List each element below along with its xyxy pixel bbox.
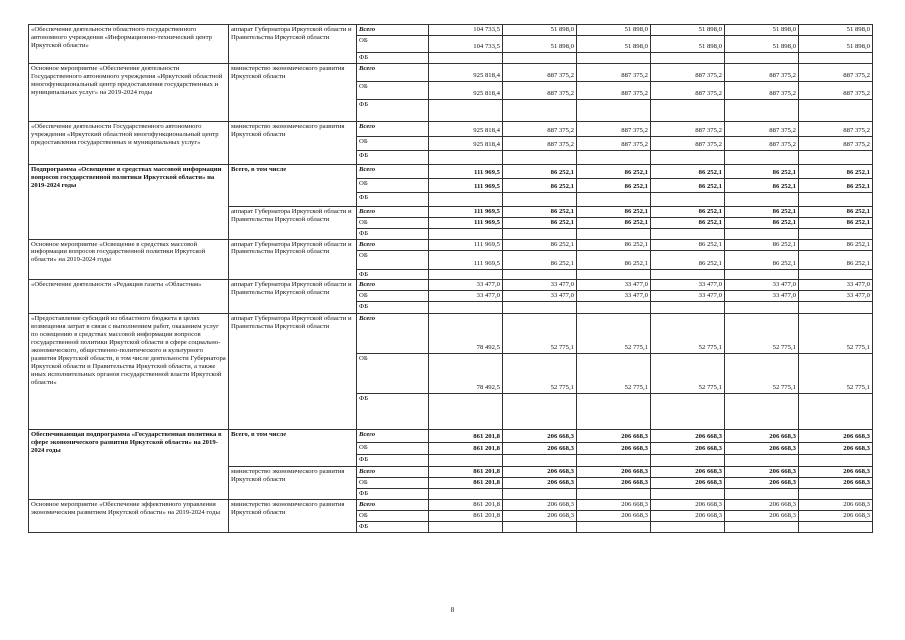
budget-source-cell: Всего: [357, 280, 429, 291]
amount-cell: 52 775,1: [725, 354, 799, 394]
amount-cell: 86 252,1: [577, 164, 651, 178]
budget-table: [28, 24, 873, 533]
budget-source-cell: ОБ: [357, 354, 429, 394]
amount-cell: 206 668,3: [799, 430, 873, 443]
amount-cell: 887 375,2: [725, 136, 799, 150]
executor-cell: министерство экономического развития Иркутской области: [229, 121, 357, 164]
budget-source-cell: ФБ: [357, 269, 429, 280]
amount-cell: [651, 52, 725, 63]
amount-cell: 52 775,1: [503, 314, 577, 354]
amount-cell: 51 898,0: [725, 25, 799, 36]
amount-cell: 86 252,1: [725, 164, 799, 178]
program-name-cell: Обеспечивающая подпрограмма «Государственная политика в сфере экономического развития Иркутской области» на 2019-2024 годы: [29, 430, 229, 500]
amount-cell: 887 375,2: [651, 136, 725, 150]
budget-source-cell: ФБ: [357, 99, 429, 121]
amount-cell: [577, 150, 651, 164]
amount-cell: 887 375,2: [799, 136, 873, 150]
amount-cell: [577, 489, 651, 500]
amount-cell: 86 252,1: [503, 164, 577, 178]
amount-cell: [725, 302, 799, 314]
executor-cell: министерство экономического развития Иркутской области: [229, 500, 357, 533]
amount-cell: 206 668,3: [799, 478, 873, 489]
amount-cell: 206 668,3: [799, 467, 873, 478]
budget-source-cell: ОБ: [357, 35, 429, 52]
amount-cell: 887 375,2: [503, 81, 577, 99]
amount-cell: 887 375,2: [577, 81, 651, 99]
amount-cell: 86 252,1: [725, 239, 799, 250]
amount-cell: 111 969,5: [429, 206, 503, 217]
budget-source-cell: Всего: [357, 206, 429, 217]
table-row: [29, 25, 873, 36]
amount-cell: [503, 269, 577, 280]
amount-cell: 86 252,1: [577, 239, 651, 250]
amount-cell: 86 252,1: [651, 206, 725, 217]
amount-cell: 111 969,5: [429, 217, 503, 228]
amount-cell: 86 252,1: [799, 217, 873, 228]
amount-cell: 33 477,0: [577, 291, 651, 302]
amount-cell: [429, 302, 503, 314]
amount-cell: 52 775,1: [725, 314, 799, 354]
amount-cell: [799, 269, 873, 280]
amount-cell: [725, 52, 799, 63]
amount-cell: 925 818,4: [429, 121, 503, 136]
amount-cell: 206 668,3: [503, 478, 577, 489]
amount-cell: 111 969,5: [429, 250, 503, 269]
table-row: [29, 280, 873, 291]
program-name-cell: Основное мероприятие «Освещение в средствах массовой информации вопросов государственной политики Иркутской области» на 2019-2024 годы: [29, 239, 229, 280]
amount-cell: 86 252,1: [577, 217, 651, 228]
amount-cell: 51 898,0: [799, 25, 873, 36]
amount-cell: 887 375,2: [725, 63, 799, 81]
amount-cell: 887 375,2: [725, 121, 799, 136]
amount-cell: [799, 192, 873, 206]
amount-cell: 206 668,3: [799, 511, 873, 522]
amount-cell: 887 375,2: [651, 81, 725, 99]
amount-cell: 86 252,1: [503, 217, 577, 228]
amount-cell: [725, 269, 799, 280]
budget-source-cell: Всего: [357, 63, 429, 81]
amount-cell: [503, 99, 577, 121]
amount-cell: [799, 455, 873, 467]
amount-cell: 206 668,3: [577, 443, 651, 455]
amount-cell: 861 201,8: [429, 443, 503, 455]
amount-cell: [503, 302, 577, 314]
amount-cell: [799, 394, 873, 430]
executor-cell: аппарат Губернатора Иркутской области и Правительства Иркутской области: [229, 280, 357, 314]
table-row: [29, 239, 873, 250]
amount-cell: [725, 228, 799, 239]
amount-cell: 206 668,3: [577, 500, 651, 511]
budget-source-cell: ФБ: [357, 228, 429, 239]
budget-source-cell: Всего: [357, 25, 429, 36]
executor-cell: министерство экономического развития Иркутской области: [229, 467, 357, 500]
amount-cell: 51 898,0: [725, 35, 799, 52]
amount-cell: 78 492,5: [429, 314, 503, 354]
amount-cell: [503, 394, 577, 430]
amount-cell: 33 477,0: [651, 291, 725, 302]
amount-cell: 111 969,5: [429, 178, 503, 192]
amount-cell: [799, 522, 873, 533]
amount-cell: [651, 99, 725, 121]
amount-cell: 33 477,0: [799, 280, 873, 291]
amount-cell: 887 375,2: [651, 63, 725, 81]
amount-cell: 887 375,2: [799, 81, 873, 99]
executor-cell: аппарат Губернатора Иркутской области и Правительства Иркутской области: [229, 239, 357, 280]
page-number: 8: [450, 606, 455, 614]
budget-source-cell: ФБ: [357, 522, 429, 533]
budget-source-cell: ОБ: [357, 178, 429, 192]
budget-source-cell: ОБ: [357, 250, 429, 269]
amount-cell: 52 775,1: [577, 354, 651, 394]
amount-cell: [503, 52, 577, 63]
budget-source-cell: Всего: [357, 121, 429, 136]
amount-cell: [577, 269, 651, 280]
amount-cell: 86 252,1: [799, 239, 873, 250]
amount-cell: 206 668,3: [503, 500, 577, 511]
amount-cell: 861 201,8: [429, 478, 503, 489]
budget-source-cell: ОБ: [357, 291, 429, 302]
amount-cell: 206 668,3: [725, 443, 799, 455]
amount-cell: [503, 228, 577, 239]
program-name-cell: Основное мероприятие «Обеспечение деятельности Государственного автономного учреждения «Иркутский областной многофункциональный центр предоставления государственных и муниципальных услуг» на 2019-2024 годы: [29, 63, 229, 121]
amount-cell: [651, 269, 725, 280]
amount-cell: [577, 455, 651, 467]
amount-cell: 104 733,5: [429, 35, 503, 52]
amount-cell: 206 668,3: [725, 511, 799, 522]
amount-cell: 86 252,1: [725, 250, 799, 269]
amount-cell: [651, 302, 725, 314]
amount-cell: 861 201,8: [429, 430, 503, 443]
amount-cell: 861 201,8: [429, 467, 503, 478]
executor-cell: аппарат Губернатора Иркутской области и Правительства Иркутской области: [229, 206, 357, 239]
budget-source-cell: ОБ: [357, 217, 429, 228]
amount-cell: 33 477,0: [577, 280, 651, 291]
program-name-cell: «Обеспечение деятельности областного государственного автономного учреждения «Информационно-технический центр Иркутской области»: [29, 25, 229, 64]
amount-cell: 887 375,2: [503, 121, 577, 136]
table-row: [29, 500, 873, 511]
amount-cell: 925 818,4: [429, 136, 503, 150]
amount-cell: [503, 522, 577, 533]
amount-cell: 33 477,0: [651, 280, 725, 291]
amount-cell: 206 668,3: [503, 511, 577, 522]
amount-cell: 887 375,2: [503, 136, 577, 150]
amount-cell: 861 201,8: [429, 500, 503, 511]
amount-cell: 86 252,1: [725, 206, 799, 217]
amount-cell: [577, 522, 651, 533]
amount-cell: 887 375,2: [799, 121, 873, 136]
budget-source-cell: ФБ: [357, 394, 429, 430]
amount-cell: 52 775,1: [799, 314, 873, 354]
amount-cell: [429, 52, 503, 63]
amount-cell: [577, 394, 651, 430]
amount-cell: 33 477,0: [725, 291, 799, 302]
amount-cell: 206 668,3: [577, 478, 651, 489]
amount-cell: 206 668,3: [577, 511, 651, 522]
executor-cell: аппарат Губернатора Иркутской области и Правительства Иркутской области: [229, 25, 357, 64]
budget-source-cell: Всего: [357, 314, 429, 354]
amount-cell: 111 969,5: [429, 239, 503, 250]
amount-cell: 78 492,5: [429, 354, 503, 394]
amount-cell: 52 775,1: [503, 354, 577, 394]
amount-cell: 206 668,3: [725, 430, 799, 443]
amount-cell: [429, 455, 503, 467]
amount-cell: [651, 228, 725, 239]
budget-source-cell: ФБ: [357, 192, 429, 206]
amount-cell: [799, 302, 873, 314]
program-name-cell: Основное мероприятие «Обеспечение эффективного управления экономическим развитием Иркутской области» на 2019-2024 годы: [29, 500, 229, 533]
program-name-cell: Подпрограмма «Освещение в средствах массовой информации вопросов государственной политики Иркутской области» на 2019-2024 годы: [29, 164, 229, 239]
table-row: [29, 63, 873, 81]
amount-cell: 52 775,1: [799, 354, 873, 394]
amount-cell: 86 252,1: [799, 178, 873, 192]
amount-cell: 206 668,3: [651, 443, 725, 455]
amount-cell: [429, 150, 503, 164]
amount-cell: 887 375,2: [651, 121, 725, 136]
amount-cell: [651, 455, 725, 467]
amount-cell: 206 668,3: [651, 500, 725, 511]
amount-cell: [429, 394, 503, 430]
amount-cell: [799, 150, 873, 164]
amount-cell: 51 898,0: [651, 35, 725, 52]
amount-cell: 86 252,1: [503, 178, 577, 192]
program-name-cell: «Обеспечение деятельности Государственного автономного учреждения «Иркутский областной многофункциональный центр предоставления государственных и муниципальных услуг»: [29, 121, 229, 164]
budget-source-cell: ФБ: [357, 150, 429, 164]
amount-cell: 206 668,3: [503, 443, 577, 455]
amount-cell: 86 252,1: [799, 206, 873, 217]
budget-source-cell: ОБ: [357, 478, 429, 489]
amount-cell: [577, 228, 651, 239]
amount-cell: [429, 269, 503, 280]
amount-cell: [503, 192, 577, 206]
amount-cell: 104 733,5: [429, 25, 503, 36]
amount-cell: 86 252,1: [651, 239, 725, 250]
budget-source-cell: ФБ: [357, 302, 429, 314]
amount-cell: [725, 394, 799, 430]
amount-cell: [651, 522, 725, 533]
amount-cell: 86 252,1: [651, 217, 725, 228]
amount-cell: [651, 489, 725, 500]
amount-cell: [799, 99, 873, 121]
amount-cell: 925 818,4: [429, 63, 503, 81]
amount-cell: [725, 455, 799, 467]
budget-source-cell: Всего: [357, 430, 429, 443]
table-row: [29, 164, 873, 178]
amount-cell: [429, 99, 503, 121]
amount-cell: 86 252,1: [577, 206, 651, 217]
budget-source-cell: ОБ: [357, 511, 429, 522]
amount-cell: [725, 99, 799, 121]
executor-cell: аппарат Губернатора Иркутской области и Правительства Иркутской области: [229, 314, 357, 430]
amount-cell: [799, 52, 873, 63]
amount-cell: 86 252,1: [725, 178, 799, 192]
amount-cell: [725, 522, 799, 533]
amount-cell: [577, 302, 651, 314]
amount-cell: 86 252,1: [799, 164, 873, 178]
amount-cell: 51 898,0: [577, 25, 651, 36]
amount-cell: 206 668,3: [651, 430, 725, 443]
amount-cell: 52 775,1: [651, 354, 725, 394]
budget-source-cell: ФБ: [357, 455, 429, 467]
amount-cell: 51 898,0: [503, 35, 577, 52]
amount-cell: 206 668,3: [577, 430, 651, 443]
amount-cell: [577, 52, 651, 63]
amount-cell: 86 252,1: [651, 178, 725, 192]
amount-cell: [503, 489, 577, 500]
budget-source-cell: ФБ: [357, 52, 429, 63]
amount-cell: [651, 150, 725, 164]
amount-cell: 206 668,3: [577, 467, 651, 478]
amount-cell: 51 898,0: [799, 35, 873, 52]
amount-cell: 33 477,0: [725, 280, 799, 291]
amount-cell: 51 898,0: [651, 25, 725, 36]
amount-cell: 887 375,2: [577, 63, 651, 81]
amount-cell: [799, 228, 873, 239]
amount-cell: [651, 394, 725, 430]
budget-source-cell: ФБ: [357, 489, 429, 500]
amount-cell: 86 252,1: [725, 217, 799, 228]
amount-cell: 86 252,1: [651, 164, 725, 178]
amount-cell: 111 969,5: [429, 164, 503, 178]
amount-cell: [577, 99, 651, 121]
budget-source-cell: ОБ: [357, 81, 429, 99]
table-row: [29, 314, 873, 354]
amount-cell: 33 477,0: [429, 280, 503, 291]
amount-cell: 33 477,0: [429, 291, 503, 302]
amount-cell: 206 668,3: [651, 467, 725, 478]
amount-cell: 206 668,3: [503, 430, 577, 443]
amount-cell: 33 477,0: [503, 280, 577, 291]
amount-cell: [503, 150, 577, 164]
amount-cell: [429, 522, 503, 533]
amount-cell: 206 668,3: [651, 478, 725, 489]
amount-cell: 206 668,3: [725, 467, 799, 478]
amount-cell: [651, 192, 725, 206]
amount-cell: [577, 192, 651, 206]
amount-cell: 206 668,3: [503, 467, 577, 478]
budget-source-cell: ОБ: [357, 443, 429, 455]
amount-cell: [725, 192, 799, 206]
amount-cell: 86 252,1: [577, 178, 651, 192]
amount-cell: 206 668,3: [725, 500, 799, 511]
table-row: [29, 121, 873, 136]
budget-source-cell: Всего: [357, 239, 429, 250]
amount-cell: 51 898,0: [577, 35, 651, 52]
amount-cell: 52 775,1: [577, 314, 651, 354]
amount-cell: 52 775,1: [651, 314, 725, 354]
amount-cell: [725, 150, 799, 164]
amount-cell: 887 375,2: [725, 81, 799, 99]
amount-cell: 206 668,3: [799, 443, 873, 455]
amount-cell: 887 375,2: [577, 136, 651, 150]
program-name-cell: «Предоставление субсидий из областного бюджета в целях возмещения затрат в связи с выполнением работ, оказанием услуг по освещению в средствах массовой информации вопросов государственной политики Иркутской области в сфере социально-экономического, общественно-политического и культурного развития Иркутской области, в том числе деятельности Губернатора Иркутской области и Правительства Иркутской области, а также иных исполнительных органов государственной власти Иркутской области»: [29, 314, 229, 430]
amount-cell: [503, 455, 577, 467]
amount-cell: 887 375,2: [503, 63, 577, 81]
amount-cell: [799, 489, 873, 500]
table-row: [29, 430, 873, 443]
program-name-cell: «Обеспечение деятельности «Редакция газеты «Областная»: [29, 280, 229, 314]
amount-cell: 206 668,3: [799, 500, 873, 511]
budget-source-cell: Всего: [357, 500, 429, 511]
amount-cell: 206 668,3: [651, 511, 725, 522]
executor-cell: Всего, в том числе: [229, 430, 357, 467]
amount-cell: 86 252,1: [503, 250, 577, 269]
budget-source-cell: ОБ: [357, 136, 429, 150]
amount-cell: 86 252,1: [503, 239, 577, 250]
amount-cell: [429, 228, 503, 239]
executor-cell: Всего, в том числе: [229, 164, 357, 206]
amount-cell: 887 375,2: [799, 63, 873, 81]
amount-cell: 33 477,0: [503, 291, 577, 302]
amount-cell: 86 252,1: [651, 250, 725, 269]
amount-cell: 33 477,0: [799, 291, 873, 302]
amount-cell: 86 252,1: [577, 250, 651, 269]
amount-cell: 887 375,2: [577, 121, 651, 136]
amount-cell: 51 898,0: [503, 25, 577, 36]
amount-cell: [429, 192, 503, 206]
budget-source-cell: Всего: [357, 164, 429, 178]
amount-cell: 206 668,3: [725, 478, 799, 489]
amount-cell: 86 252,1: [503, 206, 577, 217]
amount-cell: 861 201,8: [429, 511, 503, 522]
amount-cell: 925 818,4: [429, 81, 503, 99]
amount-cell: [429, 489, 503, 500]
executor-cell: министерство экономического развития Иркутской области: [229, 63, 357, 121]
amount-cell: [725, 489, 799, 500]
amount-cell: 86 252,1: [799, 250, 873, 269]
budget-source-cell: Всего: [357, 467, 429, 478]
